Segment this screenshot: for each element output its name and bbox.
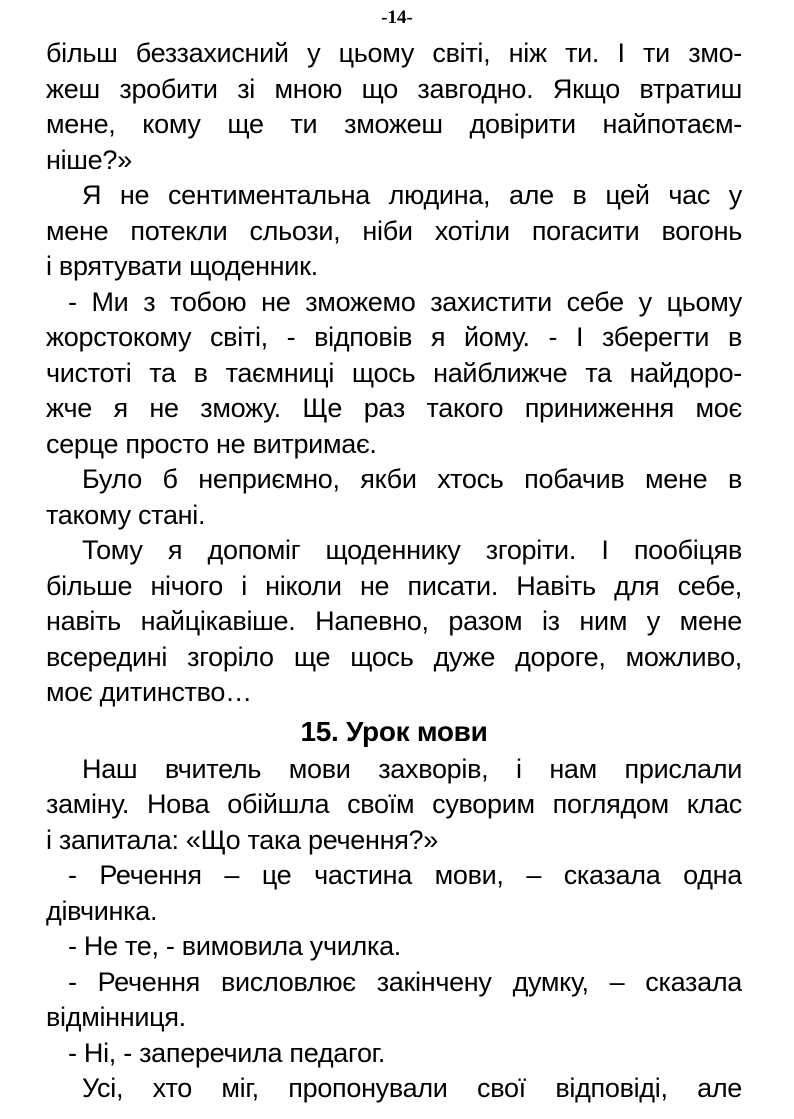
text-line: відмінниця. (46, 1002, 186, 1032)
page-number: -14- (381, 7, 413, 28)
text-line: - Ні, - заперечила педагог. (68, 1037, 386, 1068)
text-line: мене, кому ще ти зможеш довірити найпотаєм- (46, 109, 742, 139)
text-line: навіть найцікавіше. Напевно, разом із ним у мене (46, 606, 742, 636)
text-line: - Не те, - вимовила училка. (68, 931, 402, 961)
text-line: заміну. Нова обійшла своїм суворим поглядом клас (46, 789, 742, 819)
text-line: дівчинка. (46, 895, 158, 926)
page-content (0, 29, 794, 1107)
text-line: і врятувати щоденник. (46, 251, 318, 281)
paragraph (46, 1071, 742, 1107)
text-line: Я не сентиментальна людина, але в цей час у (82, 180, 742, 210)
text-line: чистоті та в таємниці щось найближче та найдоро- (46, 357, 742, 388)
text-line: більш беззахисний у цьому світі, ніж ти. І ти змо- (46, 38, 742, 68)
paragraph (46, 965, 742, 1036)
text-line: жорстокому світі, - відповів я йому. - І зберегти в (46, 322, 742, 352)
text-line: Було б неприємно, якби хтось побачив мене в (82, 464, 742, 494)
text-line: такому стані. (46, 499, 206, 530)
section-heading: 15. Урок мови (300, 715, 488, 747)
paragraph (46, 929, 742, 965)
text-line: мене потекли сльози, ніби хотіли погасити вогонь (46, 215, 742, 246)
paragraph (46, 285, 742, 463)
text-line: - Речення висловлює закінчену думку, – сказала (68, 966, 742, 997)
paragraph (46, 752, 742, 859)
text-line: Усі, хто міг, пропонували свої відповіді, але (82, 1073, 742, 1103)
text-line: всередині згоріло ще щось дуже дороге, можливо, (46, 641, 742, 672)
text-line: ніше?» (46, 144, 132, 175)
paragraph (46, 36, 742, 178)
paragraph (46, 533, 742, 711)
paragraph (46, 462, 742, 533)
text-line: моє дитинство… (46, 677, 252, 707)
paragraph (46, 178, 742, 285)
text-line: і запитала: «Що така речення?» (46, 824, 438, 855)
text-line: жче я не зможу. Ще раз такого приниження моє (46, 393, 742, 423)
text-line: Наш вчитель мови захворів, і нам прислали (82, 753, 742, 784)
text-line: більше нічого і ніколи не писати. Навіть для себе, (46, 570, 742, 601)
text-line: жеш зробити зі мною що завгодно. Якщо втратиш (46, 73, 742, 104)
paragraph (46, 1036, 742, 1072)
paragraph (46, 858, 742, 929)
text-line: серце просто не витримає. (46, 428, 377, 459)
text-line: - Ми з тобою не зможемо захистити себе у цьому (68, 286, 742, 317)
text-line: - Речення – це частина мови, – сказала одна (68, 860, 742, 890)
text-line: Тому я допоміг щоденнику згоріти. І пообіцяв (82, 535, 742, 565)
